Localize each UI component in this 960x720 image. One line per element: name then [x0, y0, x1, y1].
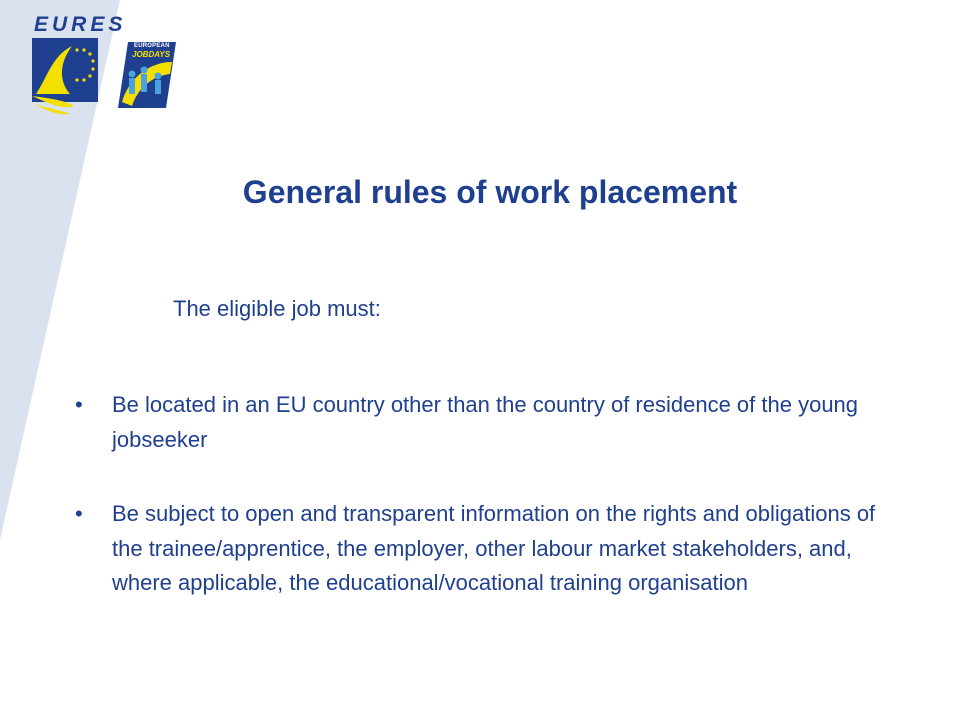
european-jobdays-logo	[118, 40, 176, 108]
eures-wordmark: EURES	[34, 13, 127, 36]
jobdays-line2: JOBDAYS	[132, 50, 171, 59]
slide-title: General rules of work placement	[242, 174, 738, 210]
list-item	[75, 388, 895, 457]
jobdays-line1: EUROPEAN	[134, 43, 170, 49]
intro-text: The eligible job must:	[173, 296, 381, 321]
bullet-icon: •	[75, 392, 83, 417]
bullet-icon: •	[75, 501, 83, 526]
rule-text: Be located in an EU country other than the country of residence of the young jobseeker	[112, 392, 859, 452]
eures-emblem-icon	[30, 36, 110, 116]
list-item	[75, 497, 895, 601]
eures-logo	[30, 13, 127, 114]
rule-text: Be subject to open and transparent information on the rights and obligations of the trainee/apprentice, the employer, other labour market stakeholders, and, where applicable, the educational/vocational training organisation	[112, 501, 876, 595]
rules-list	[75, 388, 895, 641]
